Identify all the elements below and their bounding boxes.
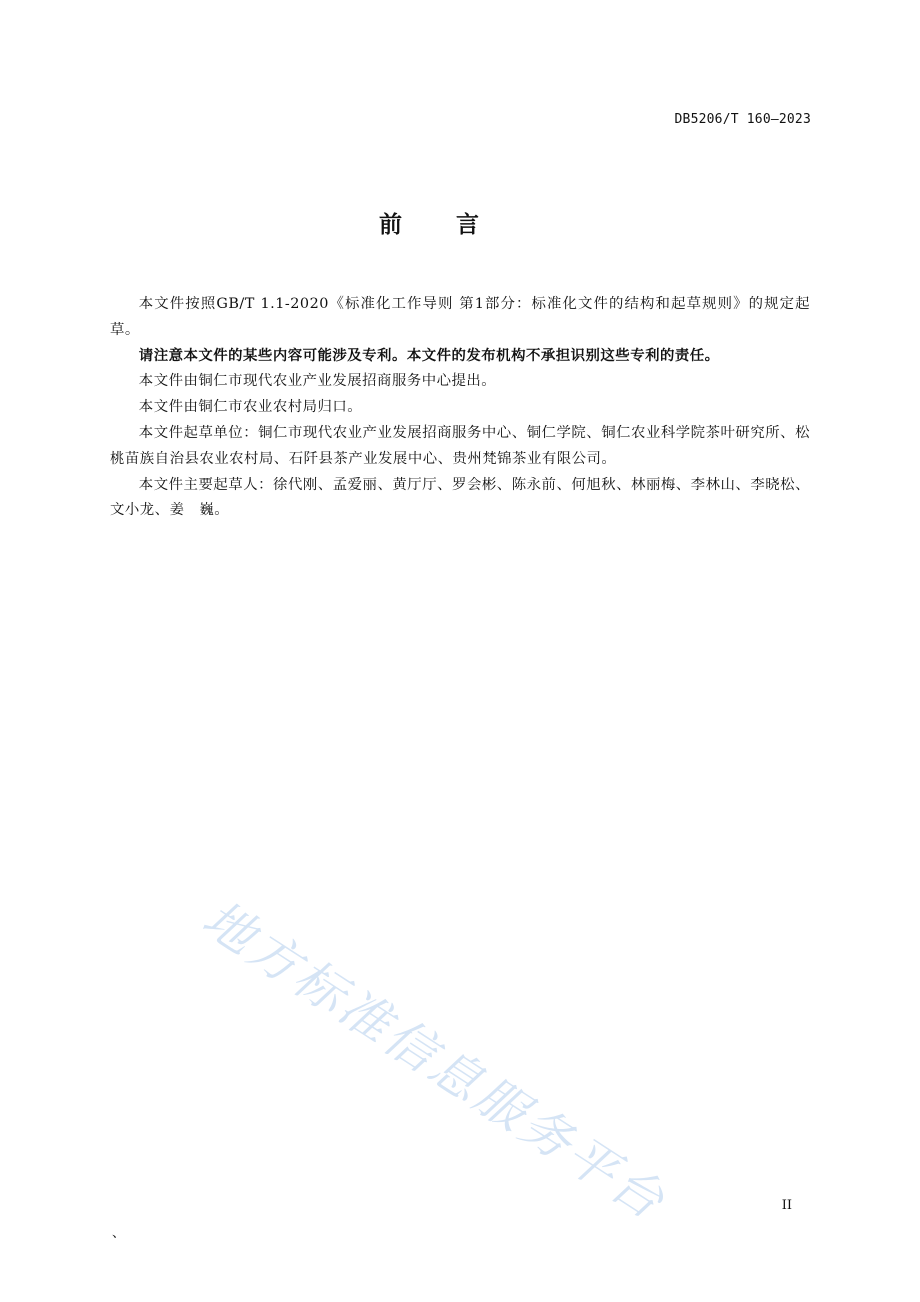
page-title-part2: 言: [456, 212, 481, 238]
watermark-text: 地方标准信息服务平台: [192, 889, 677, 1232]
paragraph-drafting-units: 本文件起草单位：铜仁市现代农业产业发展招商服务中心、铜仁学院、铜仁农业科学院茶叶研究所、松桃苗族自治县农业农村局、石阡县茶产业发展中心、贵州梵锦茶业有限公司。: [110, 424, 810, 467]
document-code: DB5206/T 160—2023: [674, 112, 811, 127]
paragraph-administrator: 本文件由铜仁市农业农村局归口。: [138, 399, 363, 416]
paragraph-drafting-basis: 本文件按照GB/T 1.1-2020《标准化工作导则 第1部分：标准化文件的结构和起草规则》的规定起草。: [110, 296, 810, 338]
paragraph-proposer: 本文件由铜仁市现代农业产业发展招商服务中心提出。: [138, 373, 497, 390]
paragraph-patent-notice: 请注意本文件的某些内容可能涉及专利。本文件的发布机构不承担识别这些专利的责任。: [138, 347, 720, 364]
page-number: II: [781, 1198, 792, 1213]
stray-mark: 、: [112, 1226, 126, 1241]
page-title: [0, 206, 860, 239]
page-title-part1: 前: [379, 212, 404, 238]
paragraph-drafters: 本文件主要起草人：徐代刚、孟爱丽、黄厅厅、罗会彬、陈永前、何旭秋、林丽梅、李林山、李晓松、文小龙、姜 巍。: [110, 476, 810, 519]
foreword-body: [110, 292, 810, 524]
